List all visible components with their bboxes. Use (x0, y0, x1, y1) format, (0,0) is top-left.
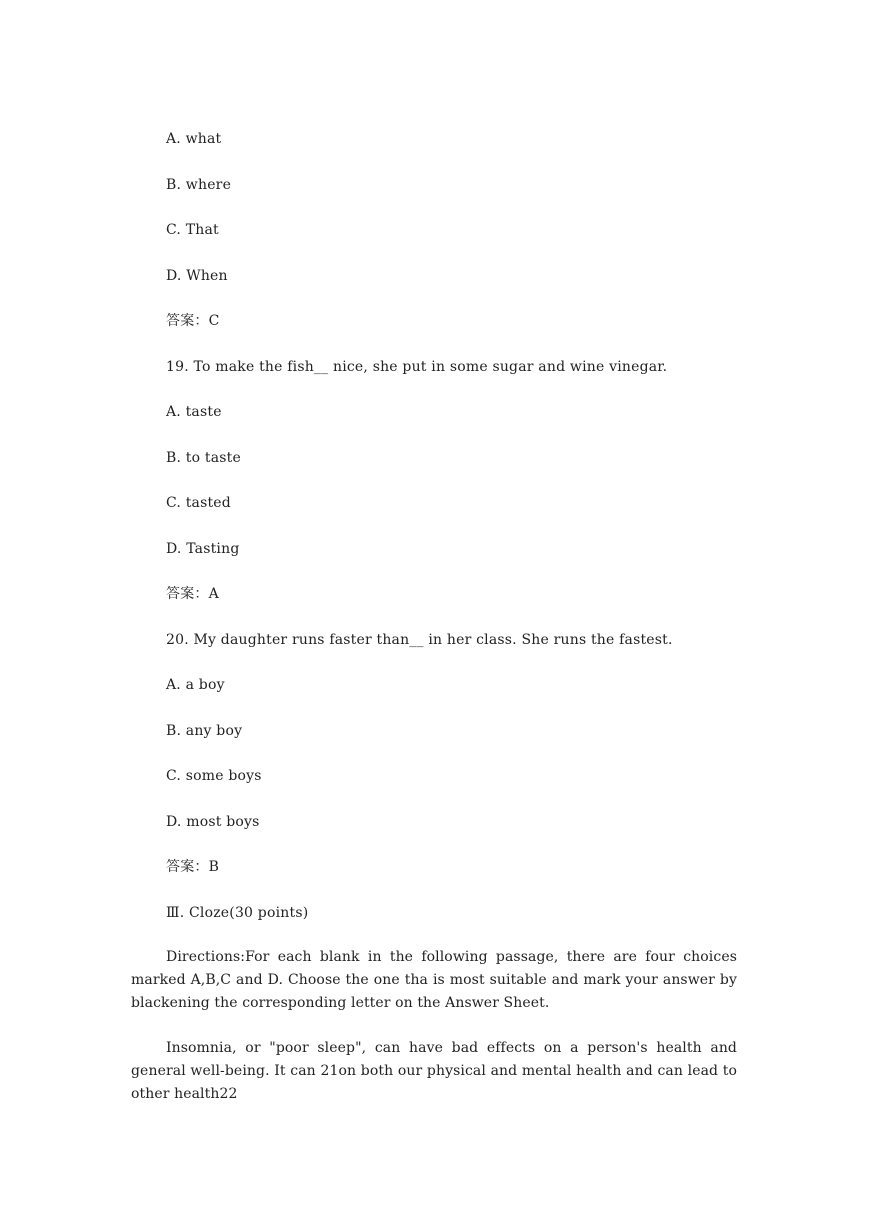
q19-option-c: C. tasted (166, 495, 231, 511)
section-heading: Ⅲ. Cloze(30 points) (166, 905, 309, 921)
q19-option-d: D. Tasting (166, 541, 240, 557)
q19-question: 19. To make the fish__ nice, she put in some sugar and wine vinegar. (166, 359, 668, 375)
passage-text: Insomnia, or "poor sleep", can have bad effects on a person's health and general well-being. It can 21on both our physical and mental health and can lead to other health22 (131, 1040, 737, 1102)
q20-option-d: D. most boys (166, 814, 260, 830)
q18-option-a: A. what (166, 131, 222, 147)
q19-option-b: B. to taste (166, 450, 241, 466)
q18-option-b: B. where (166, 177, 232, 193)
q19-answer: 答案：A (166, 586, 219, 602)
q20-answer: 答案：B (166, 859, 220, 875)
q18-answer: 答案：C (166, 313, 220, 329)
q18-option-d: D. When (166, 268, 228, 284)
directions-text: Directions:For each blank in the following passage, there are four choices marked A,B,C and D. Choose the one tha is most suitable and mark your answer by blackening the corresponding letter on the Answer Sheet. (131, 949, 737, 1011)
q19-option-a: A. taste (166, 404, 222, 420)
q20-option-b: B. any boy (166, 723, 243, 739)
q20-option-c: C. some boys (166, 768, 262, 784)
directions-paragraph (131, 946, 737, 1015)
q20-question: 20. My daughter runs faster than__ in her class. She runs the fastest. (166, 632, 673, 648)
q18-option-c: C. That (166, 222, 219, 238)
q20-option-a: A. a boy (166, 677, 225, 693)
passage-paragraph (131, 1037, 737, 1106)
